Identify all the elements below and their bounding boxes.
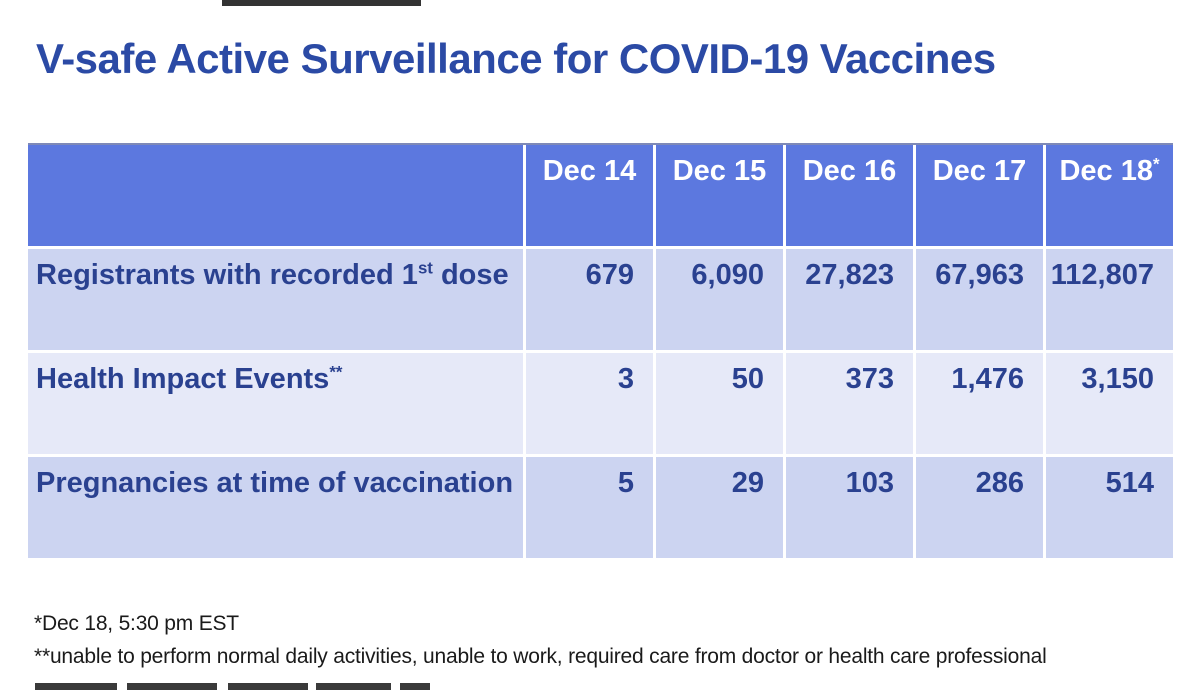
cutoff-fragment <box>127 683 217 690</box>
column-header-label: Dec 14 <box>542 155 637 187</box>
footnotes <box>34 607 1184 673</box>
cutoff-fragment <box>35 683 117 690</box>
table-cell: 5 <box>526 457 653 558</box>
cutoff-fragment <box>400 683 430 690</box>
table-cell: 514 <box>1046 457 1173 558</box>
page-title: V-safe Active Surveillance for COVID-19 Vaccines <box>36 35 996 82</box>
column-header-dec16 <box>786 145 913 246</box>
row-label-text: Health Impact Events <box>36 363 330 395</box>
column-header-dec15 <box>656 145 783 246</box>
column-header-label: Dec 16 <box>802 155 897 187</box>
cutoff-fragment <box>316 683 391 690</box>
row-label-rest: dose <box>432 259 509 291</box>
table-cell: 373 <box>786 353 913 454</box>
cutoff-fragment <box>228 683 308 690</box>
row-label-sup: st <box>417 258 433 278</box>
row-label-registrants <box>28 249 523 350</box>
column-header-dec14 <box>526 145 653 246</box>
table-cell: 286 <box>916 457 1043 558</box>
table-cell: 112,807 <box>1046 249 1173 350</box>
row-label-health-impact <box>28 353 523 454</box>
row-label-text: Registrants with recorded 1 <box>36 259 418 291</box>
table-cell: 3 <box>526 353 653 454</box>
footnote-health-impact-definition: **unable to perform normal daily activities, unable to work, required care from doctor or health care professional <box>34 645 1047 668</box>
row-label-text: Pregnancies at time of vaccination <box>36 467 514 499</box>
column-header-dec18 <box>1046 145 1173 246</box>
cutoff-element-top <box>222 0 421 6</box>
row-label-pregnancies <box>28 457 523 558</box>
table-corner-cell <box>28 145 523 246</box>
table-cell: 679 <box>526 249 653 350</box>
cutoff-text-bottom <box>0 683 1200 690</box>
data-table <box>28 143 1173 558</box>
table-cell: 3,150 <box>1046 353 1173 454</box>
column-header-sup: * <box>1152 154 1160 174</box>
table-cell: 27,823 <box>786 249 913 350</box>
column-header-dec17 <box>916 145 1043 246</box>
table-cell: 67,963 <box>916 249 1043 350</box>
table-cell: 6,090 <box>656 249 783 350</box>
footnote-date: *Dec 18, 5:30 pm EST <box>34 612 239 635</box>
table-cell: 29 <box>656 457 783 558</box>
column-header-label: Dec 17 <box>932 155 1027 187</box>
table-cell: 1,476 <box>916 353 1043 454</box>
column-header-label: Dec 18 <box>1059 155 1153 187</box>
table-cell: 103 <box>786 457 913 558</box>
column-header-label: Dec 15 <box>672 155 767 187</box>
table-cell: 50 <box>656 353 783 454</box>
row-label-sup: ** <box>329 362 343 382</box>
